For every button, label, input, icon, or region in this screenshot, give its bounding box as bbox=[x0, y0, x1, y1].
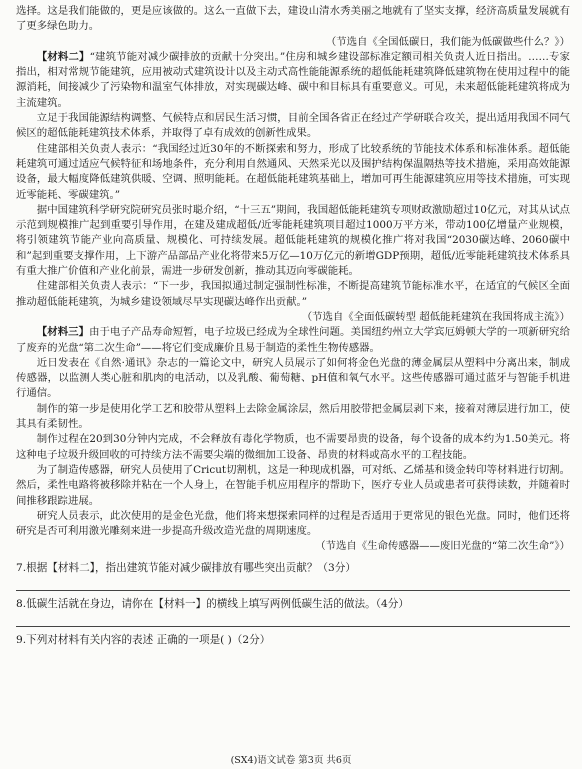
material2-paragraph-1 bbox=[16, 50, 570, 111]
material3-paragraph-4: 制作过程在20到30分钟内完成，不会释放有毒化学物质，也不需要昂贵的设备，每个设备的成本约为1.50美元。将这种电子垃圾升级回收的可持续方法不需要尖端的微细加工设备、昂贵的材料或高水平的工程技能。 bbox=[16, 433, 570, 461]
answer-line-7[interactable] bbox=[16, 590, 570, 591]
exam-page bbox=[16, 4, 570, 648]
source-citation-3: （节选自《生命传感器——废旧光盘的“第二次生命”》） bbox=[315, 540, 570, 553]
material3-paragraph-1 bbox=[16, 325, 570, 356]
question-8: 8.低碳生活就在身边，请你在【材料一】的横线上填写两例低碳生活的做法。（4分） bbox=[16, 597, 409, 610]
source-citation-1: （节选自《全国低碳日，我们能为低碳做些什么？》） bbox=[325, 35, 570, 48]
material3-paragraph-3: 制作的第一步是使用化学工艺和胶带从塑料上去除金属涂层，然后用胶带把金属层剥下来，接着对薄层进行加工，使其具有柔韧性。 bbox=[16, 402, 570, 431]
page-footer: (SX4)语文试卷 第3页 共6页 bbox=[230, 755, 352, 766]
material2-paragraph-4: 据中国建筑科学研究院研究员张时聪介绍，“十三五”期间，我国超低能耗建筑专项财政激励超过10亿元，对其从试点示范到规模推广起到重要引导作用，在建及建成超低/近零能耗建筑项目超过1000万平方米，带动100亿增量产业规模，将引领建筑节能产业向高质量、规模化、可持续发展。超低能耗建筑的规模化推广将对我国“2030碳达峰、2060碳中和”起到重要支撑作用，上下游产品部品产业化将带来5万亿—10万亿元的新增GDP预期，超低/近零能耗建筑技术体系具有重大推广价值和产业化前景，需进一步研发创新，推动其迈向零碳能耗。 bbox=[16, 203, 570, 278]
material3-paragraph-2: 近日发表在《自然·通讯》杂志的一篇论文中，研究人员展示了如何将金色光盘的薄金属层从塑料中分离出来，制成传感器，以监测人类心脏和肌肉的电活动，以及乳酸、葡萄糖、pH值和氧气水平。这些传感器可通过蓝牙与智能手机进行通信。 bbox=[16, 356, 570, 400]
source-citation-2: （节选自《全面低碳转型 超低能耗建筑在我国将成主流》） bbox=[301, 310, 570, 323]
paragraph-intro-continuation: 选择。这是我们能做的，更是应该做的。这么一直做下去，建设山清水秀美丽之地就有了坚实支撑，经济高质量发展就有了更多绿色助力。 bbox=[16, 5, 570, 33]
material3-paragraph-5: 为了制造传感器，研究人员使用了Cricut切割机，这是一种现成机器，可对纸、乙烯基和烫金转印等材料进行切割。然后，柔性电路将被移除并粘在一个人身上，在智能手机应用程序的帮助下，医疗专业人员或患者可获得读数，并随着时间推移跟踪进展。 bbox=[16, 463, 570, 507]
material2-paragraph-3: 住建部相关负责人表示：“我国经过近30年的不断探索和努力，形成了比较系统的节能技术体系和标准体系。超低能耗建筑可通过适应气候特征和场地条件，充分利用自然通风、天然采光以及围护结构保温隔热等技术措施，采用高效能源设备，最大幅度降低建筑供暖、空调、照明能耗。在超低能耗建筑基础上，增加可再生能源建筑应用等技术措施，可实现近零能耗、零碳建筑。” bbox=[16, 142, 570, 201]
material2-label: 【材料二】 bbox=[36, 50, 90, 63]
material3-paragraph-6: 研究人员表示，此次使用的是金色光盘，他们将来想探索同样的过程是否适用于更常见的银色光盘。同时，他们还将研究是否可利用激光雕刻来进一步提高升级改造光盘的周期速度。 bbox=[16, 509, 570, 538]
material2-paragraph-5: 住建部相关负责人表示：“下一步，我国拟通过制定强制性标准，不断提高建筑节能标准水平，在适宜的气候区全面推动超低能耗建筑，为城乡建设领域尽早实现碳达峰作出贡献。” bbox=[16, 280, 570, 308]
material3-label: 【材料三】 bbox=[36, 326, 90, 339]
material2-paragraph-2: 立足于我国能源结构调整、气候特点和居民生活习惯，目前全国各省正在经过产学研联合攻关，提出适用我国不同气候区的超低能耗建筑技术体系，并取得了卓有成效的创新性成果。 bbox=[16, 112, 570, 140]
question-9: 9.下列对材料有关内容的表述 正确的一项是( )（2分） bbox=[16, 633, 271, 646]
question-7: 7.根据【材料二】，指出建筑节能对减少碳排放有哪些突出贡献？（3分） bbox=[16, 561, 356, 574]
material3-p1-text: 由于电子产品寿命短暂，电子垃圾已经成为全球性问题。美国纽约州立大学宾厄姆顿大学的一项新研究给了废弃的光盘“第二次生命”——将它们变成廉价且易于制造的柔性生物传感器。 bbox=[16, 326, 570, 354]
answer-line-8[interactable] bbox=[16, 626, 570, 627]
material2-p1-text: “建筑节能对减少碳排放的贡献十分突出。”住房和城乡建设部标准定额司相关负责人近日指出。……专家指出，相对常规节能建筑，应用被动式建筑设计以及主动式高性能能源系统的超低能耗建筑降低建筑物在使用过程中的能源消耗，间接减少了污染物和温室气体排放，对实现碳达峰、碳中和目标具有重要意义。可见，未来超低能耗建筑将成为主流建筑。 bbox=[16, 50, 571, 109]
